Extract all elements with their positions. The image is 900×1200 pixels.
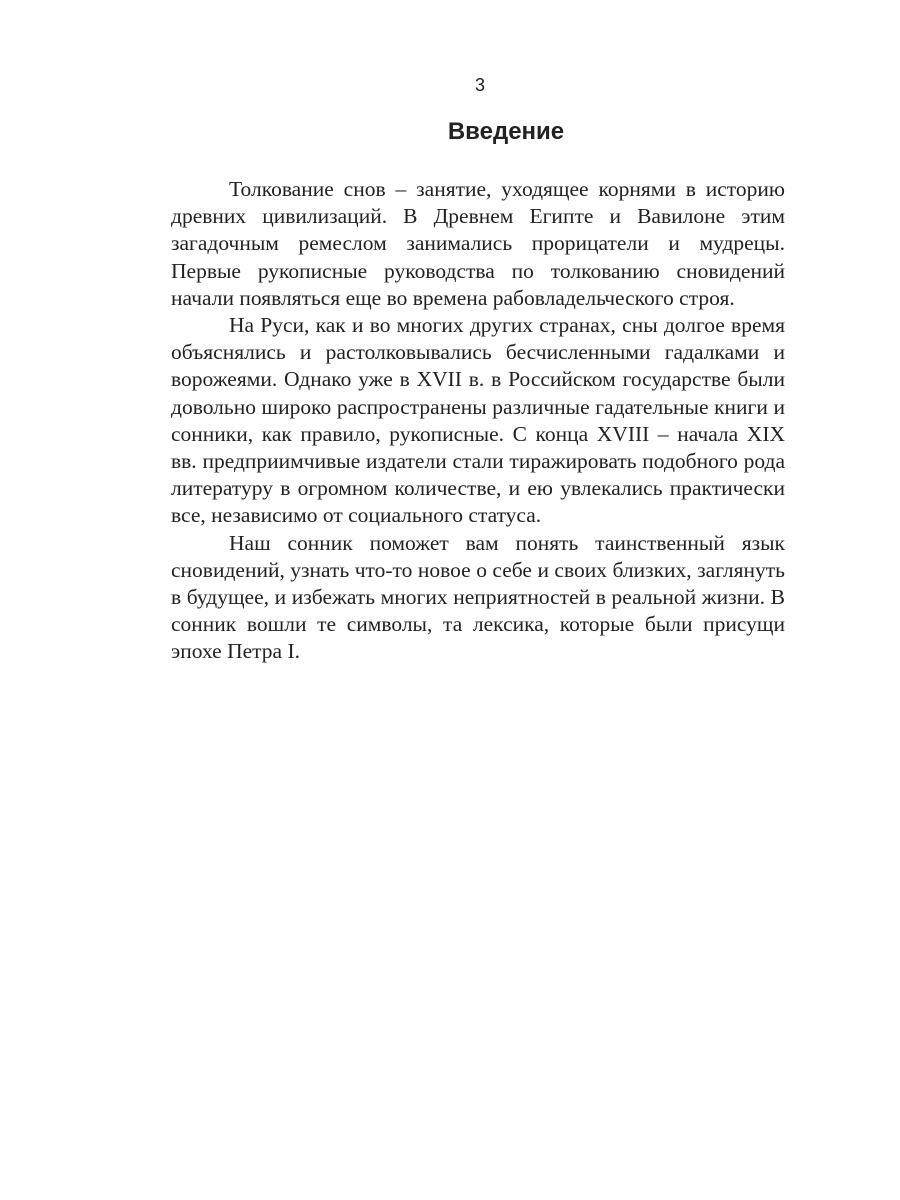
section-title: Введение	[447, 118, 565, 145]
paragraph-2: На Руси, как и во многих других странах, сны долгое время объяснялись и растолковывались бесчисленными гадалками и ворожеями. Однако уже в XVII в. в Российском государстве были довольно широко распространены различные гадательные книги и сонники, как правило, рукописные. С конца XVIII – начала XIX вв. предприимчивые издатели стали тиражировать подобного рода литературу в огромном количестве, и ею увлекались практически все, независимо от социального статуса.	[171, 313, 785, 528]
paragraph-3: Наш сонник поможет вам понять таинственный язык сновидений, узнать что-то новое о себе и своих близких, заглянуть в будущее, и избежать многих неприятностей в реальной жизни. В сонник вошли те символы, та лексика, которые были присущи эпохе Петра I.	[171, 530, 785, 664]
section-body	[171, 176, 785, 666]
page-number: 3	[474, 75, 485, 95]
paragraph-1: Толкование снов – занятие, уходящее корнями в историю древних цивилизаций. В Древнем Египте и Вавилоне этим загадочным ремеслом занимались прорицатели и мудрецы. Первые рукописные руководства по толкованию сновидений начали появляться еще во времена рабовладельческого строя.	[171, 177, 785, 310]
